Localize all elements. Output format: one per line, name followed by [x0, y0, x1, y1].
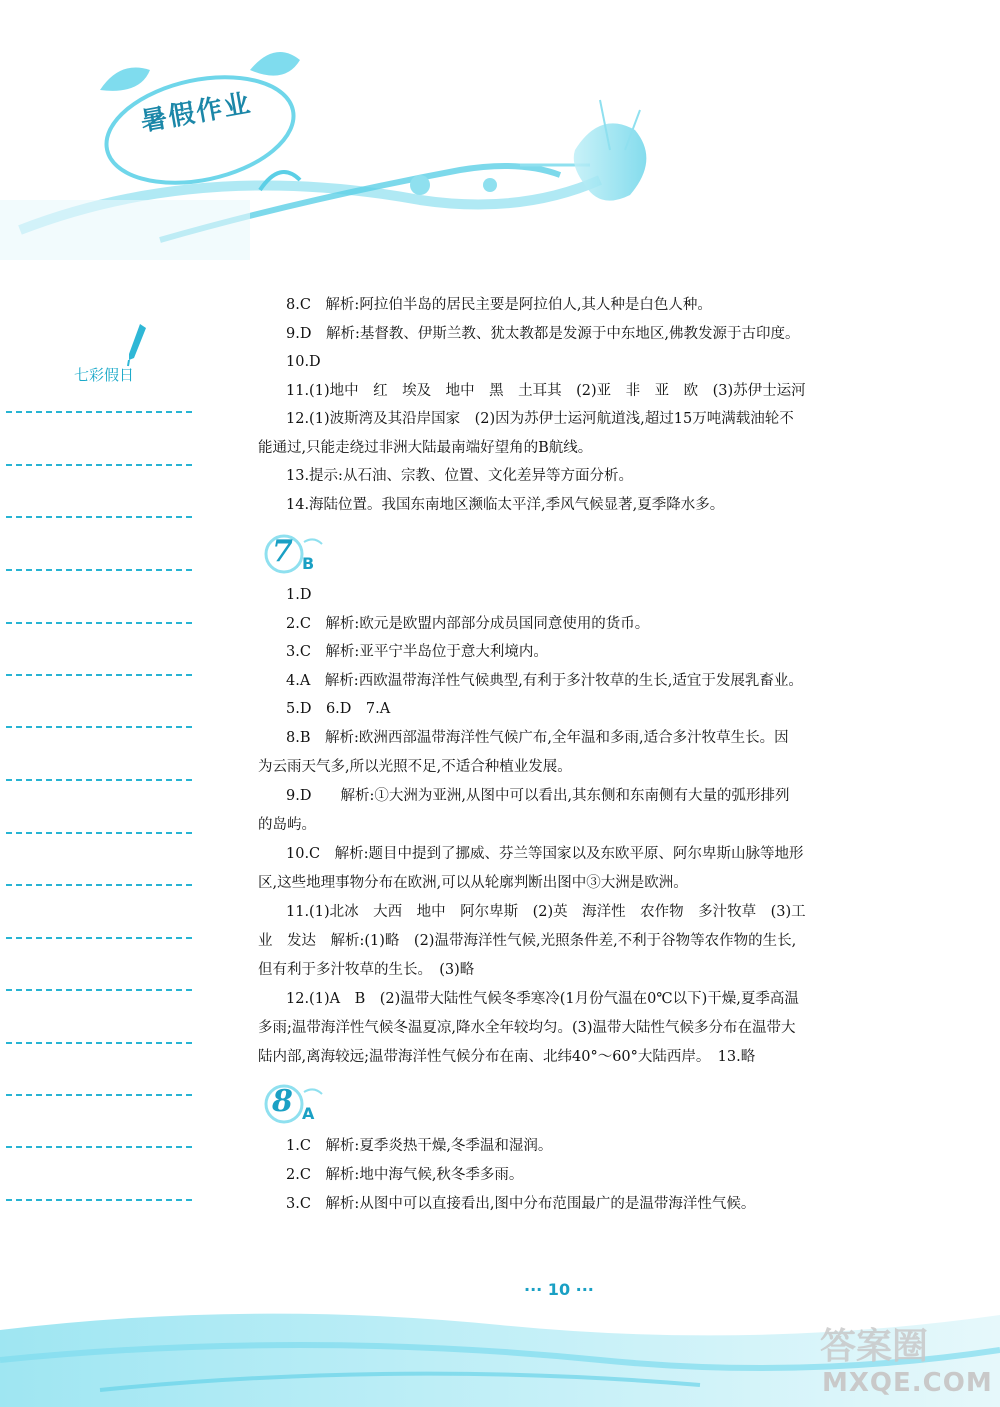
answer-line: 14.海陆位置。我国东南地区濒临太平洋,季风气候显著,夏季降水多。	[286, 497, 725, 513]
section-letter: A	[302, 1104, 315, 1123]
pen-icon	[126, 322, 148, 368]
answer-line: 多雨;温带海洋性气候冬温夏凉,降水全年较均匀。(3)温带大陆性气候多分布在温带大	[258, 1020, 796, 1036]
banner-title: 暑假作业	[138, 88, 255, 138]
answer-line: 12.(1)波斯湾及其沿岸国家 (2)因为苏伊士运河航道浅,超过15万吨满载油轮不	[286, 411, 794, 427]
watermark-url: MXQE.COM	[822, 1368, 993, 1398]
answer-line: 11.(1)北冰 大西 地中 阿尔卑斯 (2)英 海洋性 农作物 多汁牧草 (3)工	[286, 904, 806, 920]
section-letter: B	[302, 554, 315, 573]
note-line	[6, 569, 192, 571]
answer-line: 9.D 解析:①大洲为亚洲,从图中可以看出,其东侧和东南侧有大量的弧形排列	[286, 788, 790, 804]
note-line	[6, 411, 192, 413]
answer-line: 陆内部,离海较远;温带海洋性气候分布在南、北纬40°～60°大陆西岸。 13.略	[258, 1049, 756, 1065]
answer-line: 区,这些地理事物分布在欧洲,可以从轮廓判断出图中③大洲是欧洲。	[258, 875, 688, 891]
answer-line: 1.C 解析:夏季炎热干燥,冬季温和湿润。	[286, 1138, 553, 1154]
note-line	[6, 779, 192, 781]
answer-line: 9.D 解析:基督教、伊斯兰教、犹太教都是发源于中东地区,佛教发源于古印度。	[286, 326, 800, 342]
section-8-badge	[258, 1082, 338, 1126]
note-line	[6, 1094, 192, 1096]
answer-line: 业 发达 解析:(1)略 (2)温带海洋性气候,光照条件差,不利于谷物等农作物的生长,	[258, 933, 797, 949]
answer-line: 2.C 解析:地中海气候,秋冬季多雨。	[286, 1167, 524, 1183]
section-number: 8	[272, 1084, 293, 1119]
answer-line: 8.B 解析:欧洲西部温带海洋性气候广布,全年温和多雨,适合多汁牧草生长。因	[286, 730, 789, 746]
note-line	[6, 1199, 192, 1201]
answer-line: 的岛屿。	[258, 817, 316, 833]
note-line	[6, 516, 192, 518]
note-line	[6, 674, 192, 676]
answer-line: 8.C 解析:阿拉伯半岛的居民主要是阿拉伯人,其人种是白色人种。	[286, 297, 712, 313]
answer-line: 为云雨天气多,所以光照不足,不适合种植业发展。	[258, 759, 572, 775]
answer-line: 2.C 解析:欧元是欧盟内部部分成员国同意使用的货币。	[286, 616, 650, 632]
note-line	[6, 726, 192, 728]
note-line	[6, 1146, 192, 1148]
note-line	[6, 884, 192, 886]
answer-line: 1.D	[286, 587, 312, 603]
note-line	[6, 832, 192, 834]
note-line	[6, 1042, 192, 1044]
answer-line: 13.提示:从石油、宗教、位置、文化差异等方面分析。	[286, 468, 633, 484]
answer-line: 4.A 解析:西欧温带海洋性气候典型,有利于多汁牧草的生长,适宜于发展乳畜业。	[286, 673, 803, 689]
sidebar-label: 七彩假日	[74, 366, 135, 384]
answer-line: 能通过,只能走绕过非洲大陆最南端好望角的B航线。	[258, 440, 593, 456]
answer-line: 12.(1)A B (2)温带大陆性气候冬季寒冷(1月份气温在0℃以下)干燥,夏季高温	[286, 991, 799, 1007]
answer-line: 11.(1)地中 红 埃及 地中 黑 土耳其 (2)亚 非 亚 欧 (3)苏伊士运河	[286, 383, 806, 399]
note-line	[6, 989, 192, 991]
section-7-badge	[258, 532, 338, 576]
watermark-logo: 答案圈	[820, 1326, 929, 1367]
answer-line: 3.C 解析:亚平宁半岛位于意大利境内。	[286, 644, 548, 660]
section-number: 7	[272, 534, 293, 569]
note-line	[6, 937, 192, 939]
page-number: ··· 10 ···	[524, 1280, 594, 1299]
answer-line: 5.D 6.D 7.A	[286, 701, 391, 717]
note-line	[6, 464, 192, 466]
note-line	[6, 622, 192, 624]
answer-line: 3.C 解析:从图中可以直接看出,图中分布范围最广的是温带海洋性气候。	[286, 1196, 756, 1212]
answer-line: 10.D	[286, 354, 321, 370]
answer-line: 但有利于多汁牧草的生长。 (3)略	[258, 962, 475, 978]
answer-line: 10.C 解析:题目中提到了挪威、芬兰等国家以及东欧平原、阿尔卑斯山脉等地形	[286, 846, 804, 862]
